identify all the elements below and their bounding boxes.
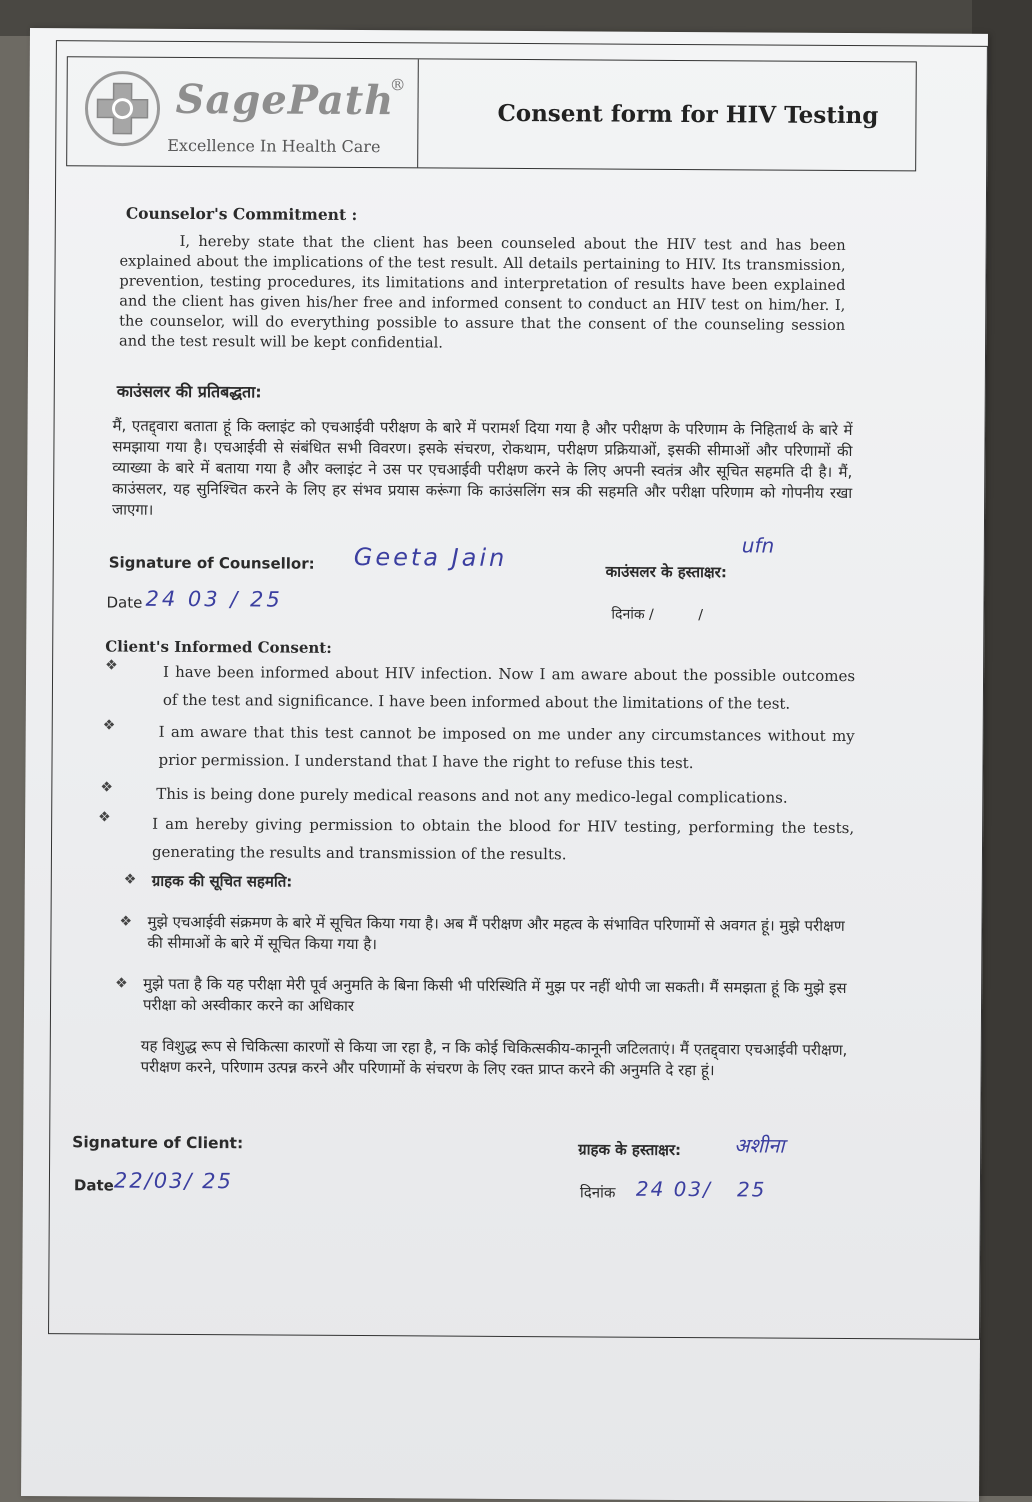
counsellor-hindi-signature-label: काउंसलर के हस्ताक्षर: — [605, 562, 727, 582]
bullet-icon: ❖ — [102, 717, 116, 734]
client-hindi-date-label: दिनांक — [579, 1183, 616, 1202]
counselor-heading: Counselor's Commitment : — [125, 203, 358, 225]
client-hindi-item: मुझे पता है कि यह परीक्षा मेरी पूर्व अनुमति के बिना किसी भी परिस्थिति में मुझ पर नहीं थोपी जा सकती। मैं समझता हूं कि मुझे इस परीक्षा को अस्वीकार करने का अधिकार — [142, 974, 847, 1015]
counsellor-signature-label: Signature of Counsellor: — [108, 553, 315, 573]
bullet-icon: ❖ — [105, 657, 118, 674]
client-hindi-signature-label: ग्राहक के हस्ताक्षर: — [578, 1140, 682, 1159]
counsellor-date: 24 03 / 25 — [145, 586, 283, 612]
client-hindi-item: मुझे एचआईवी संक्रमण के बारे में सूचित किया गया है। अब मैं परीक्षण और महत्व के संभावित परिणामों से अवगत हूं। मुझे परीक्षण की सीमाओं के बारे में सूचित किया गया है। — [147, 912, 845, 954]
consent-form-page — [21, 28, 988, 1502]
counsellor-hindi-date-label: दिनांक / / — [611, 606, 704, 624]
brand-tagline: Excellence In Health Care — [167, 135, 381, 157]
client-consent-item: I am aware that this test cannot be imposed on me under any circumstances without my prior permission. I understand that I have the right to refuse this test. — [158, 722, 855, 773]
counsellor-date-label: Date — [106, 593, 143, 612]
client-consent-item: This is being done purely medical reasons and not any medico-legal complications. — [156, 784, 788, 807]
client-hindi-paragraph: यह विशुद्ध रूप से चिकित्सा कारणों से किया जा रहा है, न कि कोई चिकित्सकीय-कानूनी जटिलताएं। मैं एतद्द्वारा एचआईवी परीक्षण, परीक्षण करने, परिणाम उत्पन्न करने और परिणामों के संचरण के लिए रक्त प्राप्त करने की अनुमति दे रहा हूं। — [140, 1036, 848, 1080]
client-date: 22/03/ 25 — [113, 1168, 234, 1194]
client-hindi-date: 24 03/ 25 — [635, 1176, 767, 1202]
counsellor-signature: Geeta Jain — [353, 542, 508, 572]
counselor-hindi-heading: काउंसलर की प्रतिबद्धता: — [116, 381, 262, 402]
form-title: Consent form for HIV Testing — [497, 99, 879, 130]
client-signature-label: Signature of Client: — [72, 1133, 244, 1153]
client-date-label: Date — [73, 1176, 114, 1195]
bullet-icon: ❖ — [123, 871, 137, 888]
client-hindi-heading: ग्राहक की सूचित सहमति: — [151, 871, 293, 891]
client-hindi-signature: अशीना — [734, 1133, 785, 1158]
client-consent-heading: Client's Informed Consent: — [105, 637, 332, 657]
registered-mark: ® — [389, 75, 406, 95]
logo — [67, 57, 419, 167]
client-consent-item: I have been informed about HIV infection. Now I am aware about the possible outcomes of the test and significance. I have been informed about the limitations of the test. — [162, 662, 856, 713]
bullet-icon: ❖ — [100, 779, 113, 796]
bullet-icon: ❖ — [98, 809, 111, 826]
bullet-icon: ❖ — [115, 975, 128, 992]
bullet-icon: ❖ — [119, 913, 133, 930]
counsellor-hindi-signature: ufn — [741, 533, 775, 558]
brand-name: SagePath — [175, 75, 395, 125]
form-header — [66, 56, 917, 171]
counselor-hindi-text: मैं, एतद्द्वारा बताता हूं कि क्लाइंट को एचआईवी परीक्षण के बारे में परामर्श दिया गया है और परीक्षण के परिणाम के निहितार्थ के बारे में समझाया गया है। एचआईवी से संबंधित सभी विवरण। इसके संचरण, रोकथाम, परीक्षण प्रक्रियाओं, इसकी सीमाओं और परिणामों की व्याख्या के बारे में बताया गया है और क्लाइंट ने उस पर एचआईवी परीक्षण करने के लिए अपनी स्वतंत्र और सूचित सहमति दी है। मैं, काउंसलर, यह सुनिश्चित करने के लिए हर संभव प्रयास करूंगा कि काउंसलिंग सत्र की सहमति और परीक्षा परिणाम को गोपनीय रखा जाएगा। — [112, 416, 853, 519]
client-consent-item: I am hereby giving permission to obtain the blood for HIV testing, performing the tests, generating the results and transmission of the results. — [151, 814, 855, 864]
page-border — [48, 40, 988, 1340]
counselor-commitment-text: I, hereby state that the client has been counseled about the HIV test and has been explained about the implications of the test result. All details pertaining to HIV. Its transmission, prevention, testing procedures, its limitations and interpretation of results have been explained and the client has given his/her free and informed consent to conduct an HIV test on him/her. I, the counselor, will do everything possible to assure that the consent of the counseling session and the test result will be kept confidential. — [119, 232, 846, 352]
medical-cross-icon — [83, 69, 161, 147]
